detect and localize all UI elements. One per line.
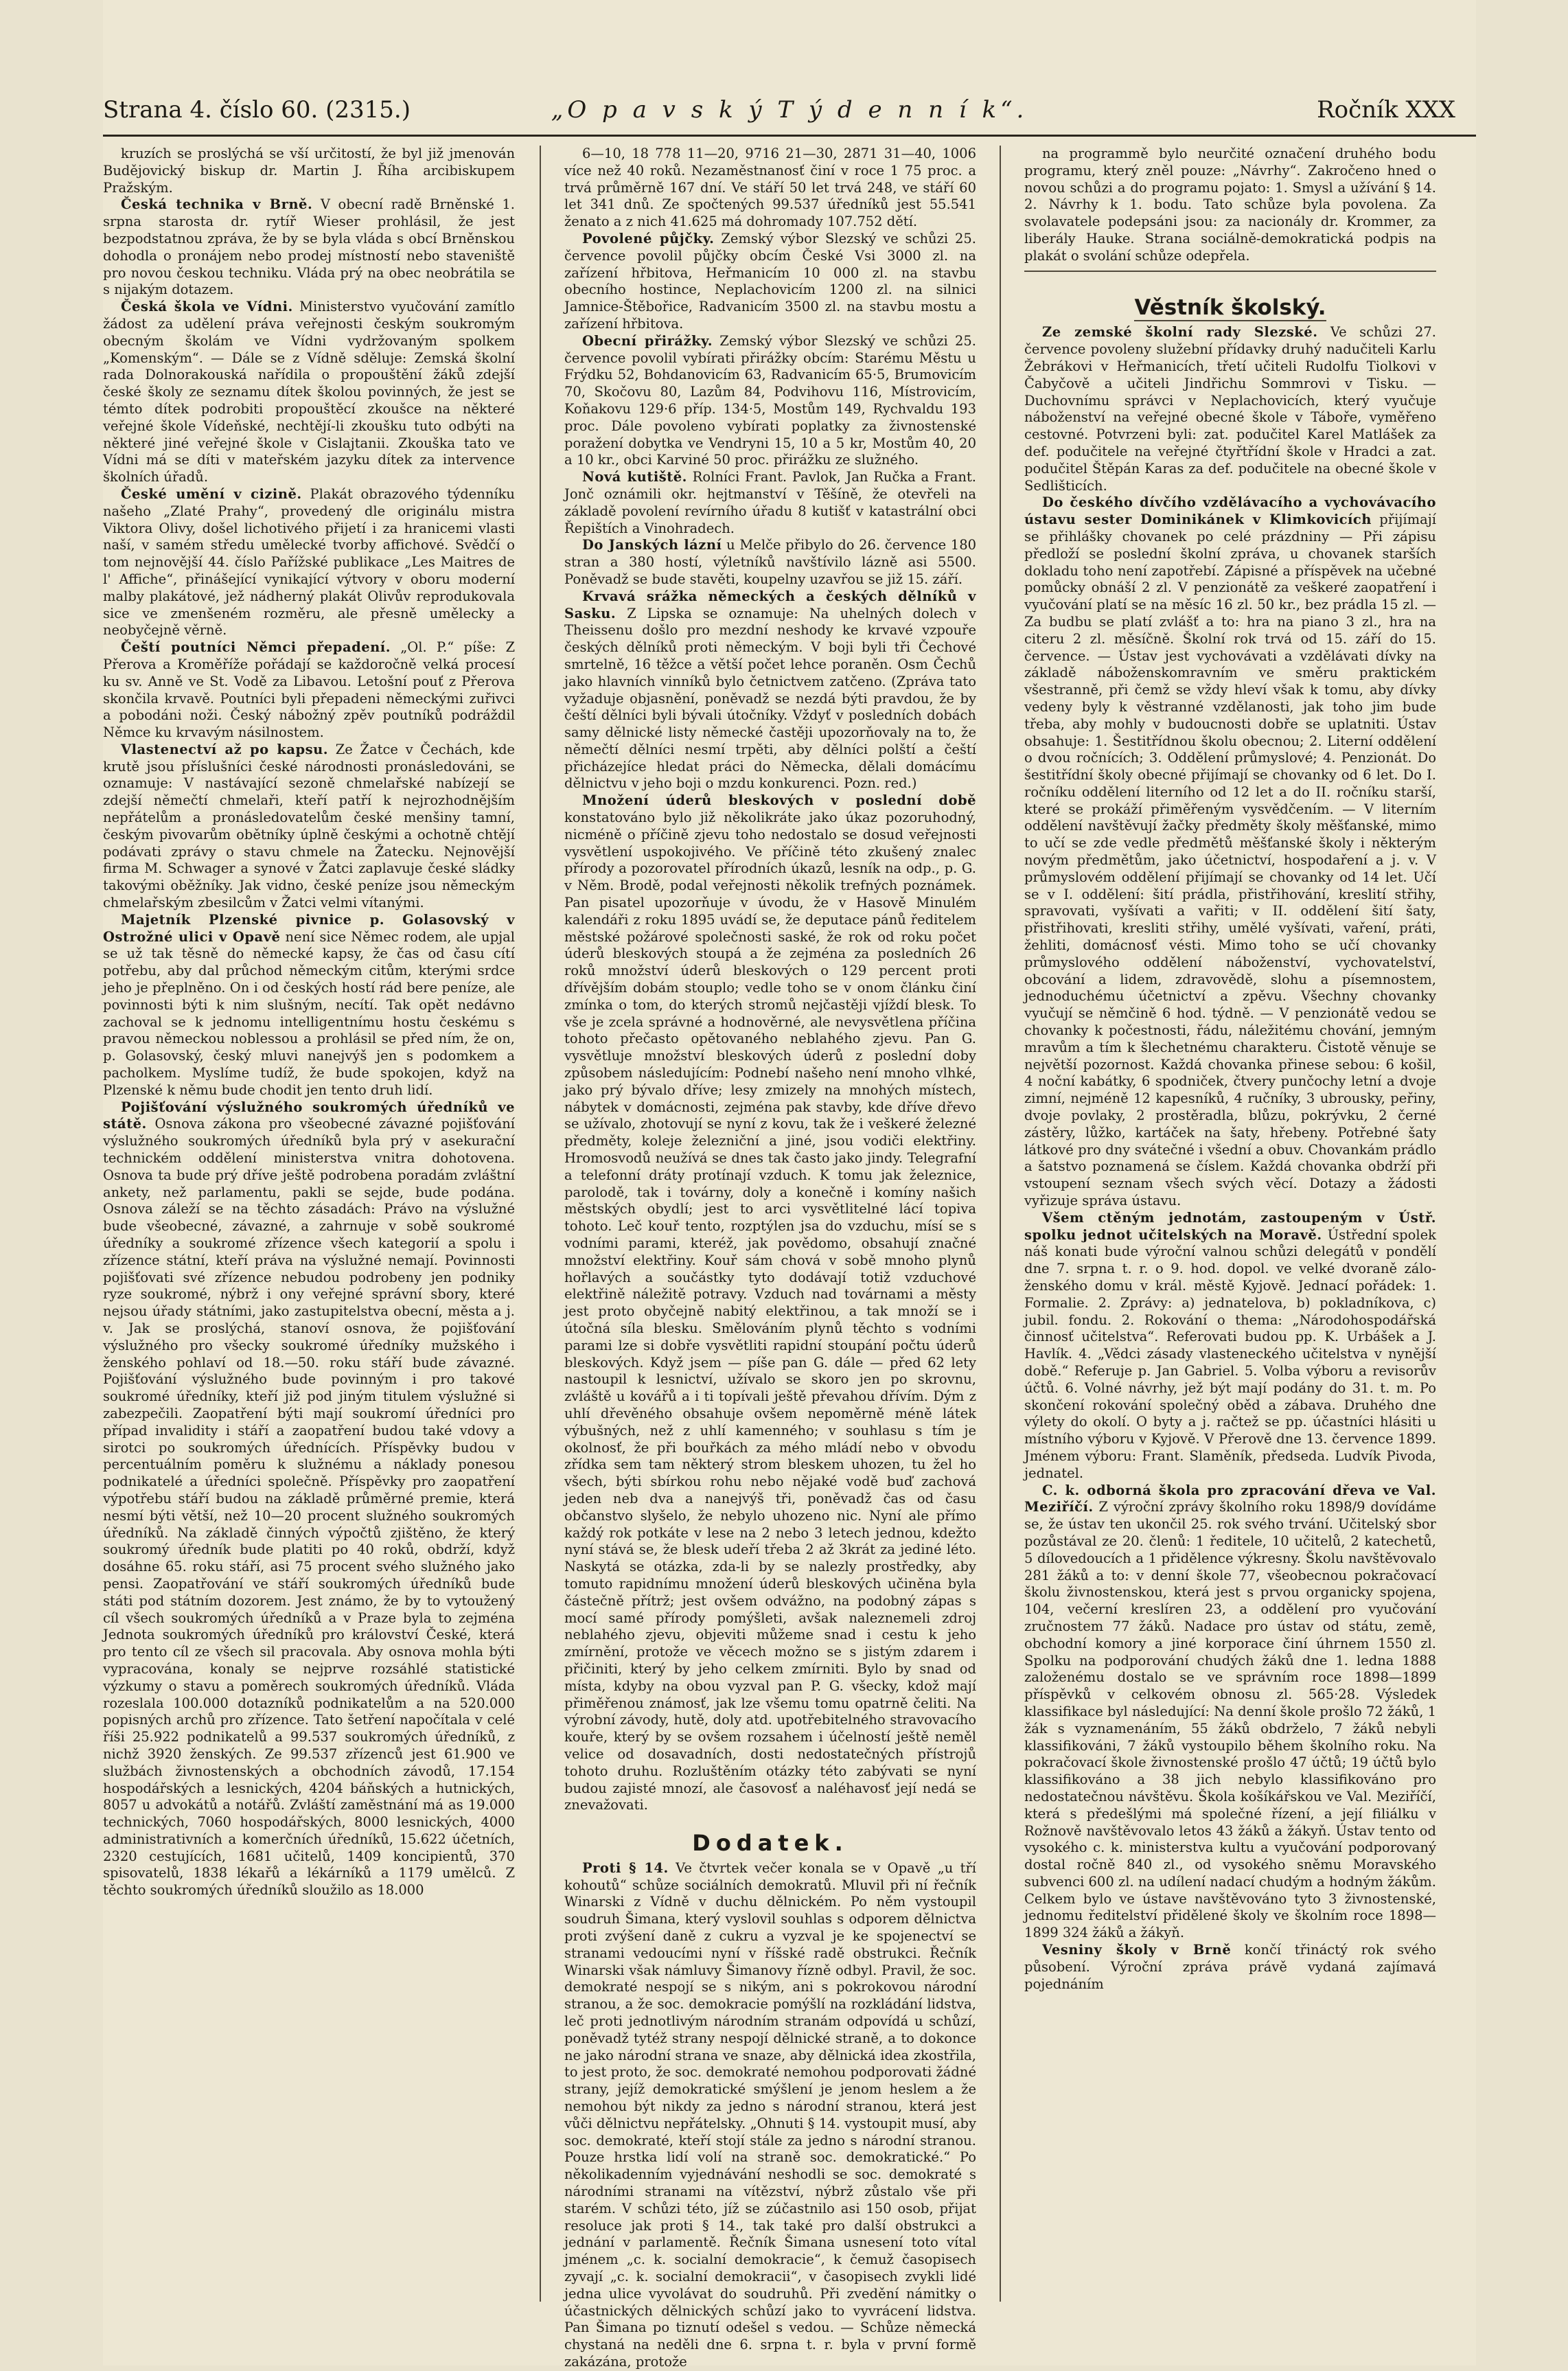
article-text: Osnova zákona pro všeobecné závazné pojišťování výslužného soukromých úředníků byla prý v asekurační technickém oddělení ministerstva vnitra dohotovena. Osnova ta bude prý dříve ještě podrobena poradám zvláštní ankety, než parlamentu, pakli se sejde, bude podána. Osnova záleží se na těchto zásadách: Právo na výslužné bude všeobecné, závazné, a zahrnuje v sobě soukromé úředníky a soukromé zřízence všech kategorií a spolu i zřízence státní, kteří práva na výslužné nemají. Povinnosti pojišťovati své zřízence nebudou podrobeny jen podniky ryze soukromé, nýbrž i ony veřejné správní sbory, které nejsou úřady státními, jako zastupitelstva obecní, města a j. v. Jak se proslýchá, stanoví osnova, že pojišťování výslužného pro všecky soukromé úředníky mužského i ženského pohlaví od 18.—50. roku stáří bude závazné. Pojišťování výslužného bude povinným i pro takové soukromé úředníky, kteří již pod jiným titulem výslužné si zabezpečili. Zaopatření býti mají soukromí úředníci pro případ invalidity i stáří a zaopatření budou také vdovy a sirotci po soukromých úřednících. Příspěvky budou v percentuálním poměru k služnému a náklady ponesou podnikatelé a úředníci společně. Příspěvky pro zaopatření výpotřebu stáří budou na základě průměrné premie, která nesmí býti větší, než 10—20 procent služného soukromých úředníků. Na základě činných výpočtů zjištěno, že který soukromý úředník bude platiti po 40 roků, obdrží, když dosáhne 65. roku stáří, asi 75 procent svého služného jako pensi. Zaopatřování ve stáří soukromých úředníků bude státi pod státním dozorem. Jest známo, že by to vytoužený cíl všech soukromých úředníků a v Praze byla to zejména Jednota soukromých úředníků pro království České, která pro tento cíl ze všech sil pracovala. Aby osnova mohla býti vypracována, konaly se nejprve rozsáhlé statistické výzkumy o stavu a poměrech soukromých úředníků. Vláda rozeslala 100.000 dotazníků podnikatelům a na 520.000 popisných archů pro zřízence. Tato šetření napočítala v celé říši 25.922 podnikatelů a 99.537 soukromých úředníků, z nichž 3920 ženských. Ze 99.537 zřízenců jest 61.900 ve službách živnostenských a obchodních závodů, 17.154 hospodářských a lesnických, 4204 báňských a hutnických, 8057 u advokátů a notářů. Zvláští zaměstnání má as 19.000 technických, 7060 hospodářských, 8000 lesnických, 4000 administrativních a komerčních úředníků, 15.622 účetních, 2320 cestujících, 1681 učitelů, 1409 koncipientů, 370 spisovatelů, 1838 lékařů a lékárníků a 1179 umělců. Z těchto soukromých úředníků sloužilo as 18.000 <box>103 1116 515 1899</box>
article-text: Zemský výbor Slezský ve schůzi 25. července povolil vybírati přirážky obcím: Starému Městu u Frýdku 52, Bohdanovicím 63, Radvanicím 65·5, Brumovicím 70, Skočovu 80, Lazům 84, Podvihovu 116, Místrovicím, Koňakovu 129·6 příp. 134·5, Mostům 149, Rychvaldu 193 proc. Dále povoleno vybírati poplatky za živnostenské poražení dobytka ve Vendryni 15, 10 a 5 kr, Mostům 40, 20 a 10 kr., obci Karviné 50 proc. přirážku ze služného. <box>564 332 976 468</box>
column-1 <box>103 146 515 2302</box>
article-paragraph <box>103 299 515 486</box>
article-headline: Čeští poutníci Němci přepadení. <box>121 639 391 656</box>
article-headline: Do Janských lázní <box>582 537 722 553</box>
article-text: kruzích se proslýchá se vší určitostí, že byl již jmenován Budějovický biskup dr. Martin J. Říha arcibiskupem Pražským. <box>103 146 515 196</box>
article-text: končí třináctý rok svého působení. Výroční zpráva právě vydaná zajímavá pojednáním <box>1024 1942 1436 1992</box>
article-headline: Česká technika v Brně. <box>121 196 313 213</box>
article-headline: Povolené půjčky. <box>582 230 715 247</box>
article-headline: Obecní přirážky. <box>582 332 713 349</box>
volume-number: Ročník XXX <box>1317 96 1455 124</box>
article-paragraph <box>564 537 976 588</box>
article-headline: Množení úderů bleskových v poslední době <box>582 792 976 809</box>
article-headline: Česká škola ve Vídni. <box>121 299 293 315</box>
article-text: 6—10, 18 778 11—20, 9716 21—30, 2871 31—40, 1006 více než 40 roků. Nezaměstnanosť činí v roce 1 75 proc. a trvá průměrně 167 dní. Ve stáří 50 let trvá 248, ve stáří 60 let 341 dnů. Ze spočtených 99.537 úředníků jest 55.541 ženato a z nich 41.625 má dohromady 107.752 dětí. <box>564 146 976 230</box>
article-paragraph <box>1024 1210 1436 1482</box>
article-text: na programmě bylo neurčité označení druhého bodu programu, který zněl pouze: „Návrhy“. Zakročeno hned o novou schůzi a do programu pojato: 1. Smysl a užívání § 14. 2. Návrhy k 1. bodu. Tato schůze byla povolena. Za svolavatele podepsáni jsou: za nacionály dr. Krommer, za liberály Hauke. Strana sociálně-demokratická podpis na plakát o svolání schůze odepřela. <box>1024 146 1436 264</box>
article-headline: Nová kutiště. <box>582 469 687 485</box>
article-text: konstatováno bylo již několikráte jako úkaz pozoruhodný, nicméně o příčině zjevu toho nedostalo se dosud veřejnosti vysvětlení uspokojivého. Ve příčině této zkušený znalec přírody a pozorovatel přírodních úkazů, lesník na odp., p. G. v Něm. Brodě, podal veřejnosti několik trefných poznámek. Pan pisatel upozorňuje v úvodu, že v Hasově Minulém kalendáři z roku 1895 uvádí se, že deputace pánů ředitelem městské požárové společnosti saské, že rok od roku počet úderů bleskových stoupá a že zejména za posledních 26 roků množství úderů bleskových o 129 percent proti dřívějším dobám stouplo; vedle toho se v onom článku činí zmínka o tom, do kterých stromů nejčastěji vjíždí blesk. To vše je zcela správné a hodnověrné, ale nevysvětlena příčina tohoto přečasto opětovaného neblahého zjevu. Pan G. vysvětluje množství bleskových úderů z poslední doby způsobem následujícím: Podnebí našeho není mnoho vlhké, jako prý bývalo dříve; lesy zmizely na mnohých místech, nábytek v domácnosti, zejména pak stavby, kde dříve dřevo se užívalo, zhotovují se nyní z kovu, tak že i veškeré železné předměty, koleje železniční a jiné, jsou vodiči elektřiny. Hromosvodů neužívá se dnes tak často jako jindy. Telegrafní a telefonní dráty protínají vzduch. K tomu jak železnice, parolodě, tak i továrny, doly a konečně i komíny našich městských obydlí; jest to arci vysvětlitelné lácí topiva tohoto. Leč kouř tento, rozptýlen jsa do vzduchu, mísí se s vodními parami, kteréž, jak povědomo, obsahují značné množství elektřiny. Kouř sám chová v sobě mnoho plynů hořlavých a součástky tyto dodávají totiž vzduchové elektřině náležitě potravy. Vzduch nad továrnami a městy jest proto obyčejně nabitý elektřinou, a tak množí se i útočná síla blesku. Smělováním plynů těchto s vodními parami lze si dobře vysvětliti rapidní stoupání počtu úderů bleskových. Když jsem — píše pan G. dále — před 62 lety nastoupil k lesnictví, užívalo se skoro jen po skrovnu, zvláště u kovářů a i ti topívali ještě převahou dřívím. Dým z uhlí dřevěného obsahuje ovšem nepoměrně méně látek výbušných, než z uhlí kamenného; v souhlasu s tím je okolnosť, že při bouřkách za mého mládí nebo v obvodu zřídka sem tam některý strom bleskem uhozen, tu žel ho všech, býti sbírkou rohu nebo nějaké vodě buď zachová jeden neb dva a nanejvýš tři, poněvadž čas od času občanstvo slyšelo, že nebylo uhozeno nic. Nyní ale přímo každý rok potkáte v lese na 2 nebo 3 letech jednou, kdežto nyní stává se, že blesk udeří třeba 2 až 3krát za jediné léto. Naskytá se otázka, zda-li by se nalezly prostředky, aby tomuto rapidnímu množení úderů bleskových učiněna byla částečně přítrž; jest ovšem odvážno, na podobný zápas s mocí samé přírody pomýšleti, avšak naleznemeli zdroj neblahého zjevu, objeviti můžeme snad i cestu k jeho zmírnění, protože ve věcech možno se s jistým zdarem i přičiniti, který by jeho celkem zmírniti. Bylo by snad od místa, kdyby na obou vyzval pan P. G. všecky, kdož mají přiměřenou známosť, jak lze všemu tomu opatrně čeliti. Na výrobní závody, hutě, doly atd. upotřebitelného stravovacího kouře, který by se ovšem rozsahem i účelností ještě neměl velice od dosavadních, dosti nedostatečných přístrojů tohoto druhu. Rozluštěním otázky této zabývati se nyní budou zajisté mnozí, ale časovosť a naléhavosť její nedá se znevažovati. <box>564 810 976 1813</box>
article-headline: Vlastenectví až po kapsu. <box>121 741 329 757</box>
article-paragraph <box>1024 494 1436 1209</box>
section-heading-text: Věstník školský. <box>1134 299 1326 322</box>
article-paragraph <box>103 1099 515 1899</box>
newspaper-title: „O p a v s k ý T ý d e n n í k“. <box>551 96 1028 124</box>
article-paragraph <box>564 333 976 469</box>
article-headline: Vesniny školy v Brně <box>1042 1942 1232 1958</box>
article-text: Ministerstvo vyučování zamítlo žádost za udělení práva veřejnosti českým soukromým obecným školám ve Vídni vydržovaným spolkem „Komenským“. — Dále se z Vídně sděluje: Zemská školní rada Dolnorakouská nařídila o propouštění žáků zdejší české školy ze seznamu dítek školou povinných, že jest se témto dítek podrobiti propouštěcí zkoušce na některé veřejné škole Vídeňské, nechtějí-li zkoušku tuto odbýti na některé jiné veřejné škole v Cislajtanii. Zkouška tato ve Vídni má se díti v mateřském jazyku dítek za intervence školních úřadů. <box>103 299 515 485</box>
article-paragraph <box>564 469 976 537</box>
article-headline: Majetník Plzenské pivnice p. Golasovský v Ostrožné ulici v Opavě <box>103 911 515 945</box>
article-text: přijímají se přihlášky chovanek po celé prázdniny — Při zápisu předloží se poslední školní zpráva, u chovanek starších dokladu toho není zapotřebí. Zápisné a příspěvek na učebné pomůcky obnáší 2 zl. V penzionátě za veškeré zaopatření i vyučování platí se na měsíc 16 zl. 50 kr., bez prádla 15 zl. — Za budbu se platí zvlášť a to: hra na piano 3 zl., hra na citeru 2 zl. měsíčně. Školní rok trvá od 15. září do 15. července. — Ústav jest vychovávati a vzdělávati dívky na základě náboženskomravním ve směru praktickém všestranně, při čemž se vždy hleví však k tomu, aby dívky vedeny byly k věstranné vzdělanosti, jak toho jim bude třeba, aby mohly v budoucnosti dobře se uplatniti. Ústav obsahuje: 1. Šestitřídnou školu obecnou; 2. Literní oddělení o dvou ročnících; 3. Oddělení průmyslové; 4. Penzionát. Do šestitřídní školy obecné přijímají se chovanky od 6 let. Do I. ročníku oddělení literního od 12 let a do II. ročníku starší, které se prokáží přiměřeným vysvědčením. — V literním oddělení navštěvují žačky předměty školy měšťanské, mimo to učí se zde vedle předmětů měšťanské školy i některým novým předmětům, jako účetnictví, hospodaření a j. v. V průmyslovém oddělení přijímají se chovanky od 14 let. Učí se v I. oddělení: šití prádla, přistřihování, kreslití střihy, spravovati, vyšívati a vařiti; v II. oddělení šití šaty, přistřihovati, kresliti střihy, umělé vyšívati, vaření, práti, žehliti, domácnosť vésti. Mimo toho se učí chovanky průmyslového oddělení náboženství, vychovatelství, obcování a lidem, zdravovědě, slohu a písemnostem, jednoduchému účetnictví a zpěvu. Všechny chovanky vyučují se němčině 6 hod. týdně. — V penzionátě vedou se chovanky k počestnosti, řádu, náležitému chování, jemným mravům a tím k šlechetnému charakteru. Čistotě věnuje se největší pozornost. Každá chovanka přinese sebou: 6 košil, 4 noční kabátky, 6 spodniček, čtvery punčochy letní a dvoje zimní, nejméně 12 kapesníků, 4 ručníky, 3 ubrousky, peřiny, dvoje povlaky, 2 prostěradla, blůzu, pokrývku, 2 černé zástěry, lůžko, kartáček na šaty, hřebeny. Potřebné šaty látkové pro dny svátečné i všední a obuv. Chovankám prádlo a šatstvo poznamená se číslem. Každá chovanka obdrží při vstoupení seznam všech svých věcí. Dotazy a žádosti vyřizuje správa ústavu. <box>1024 512 1436 1209</box>
column-2 <box>564 146 977 2370</box>
article-paragraph <box>103 639 515 742</box>
column-divider <box>540 146 541 2302</box>
article-paragraph <box>1024 1942 1436 1993</box>
article-text: Ve schůzi 27. července povoleny služební přídavky druhý nadučiteli Karlu Žebrákovi v Heřmanicích, třetí učiteli Rudolfu Tiolkovi v Čabyčově a učiteli Jindřichu Sommrovi v Tisku. — Duchovnímu správci v Neplachovicích, který vyučuje náboženství na veřejné obecné škole v Táboře, vyměřeno cestovné. Potvrzeni byli: zat. podučitel Karel Matlášek za def. podučitele na veřejné čtyřtřídní škole v Hradci a zat. podučitel Štěpán Karas za def. podučitele na obecné škole v Sedlišticích. <box>1024 324 1437 494</box>
article-headline: Proti § 14. <box>582 1859 669 1876</box>
article-text: Ústřední spolek náš konati bude výroční valnou schůzi delegátů v pondělí dne 7. srpna t. r. o 9. hod. dopol. ve velké dvoraně záloženského domu v král. městě Kyjově. Jednací pořádek: 1. Formalie. 2. Zprávy: a) jednatelova, b) pokladníkova, c) jubil. fondu. 2. Rokování o thema: „Národohospodářská činnosť učitelstva“. Referovati budou pp. K. Urbášek a J. Havlík. 4. „Vědci zásady vlasteneckého učitelstva v nynější době.“ Referuje p. Jan Gabriel. 5. Volba výboru a revisorův účtů. 6. Volné návrhy, jež být mají podány do 31. t. m. Po skončení rokování společný oběd a zábava. Druhého dne výlety do okolí. O byty a j. račtež se pp. účastníci hlásiti u místního výboru v Kyjově. V Přerově dne 13. července 1899. Jménem výboru: Frant. Slaměník, předseda. Ludvík Pivoda, jednatel. <box>1024 1226 1436 1481</box>
column-3 <box>1024 146 1436 2302</box>
article-headline: C. k. odborná škola pro zpracování dřeva ve Val. Meziříčí. <box>1024 1482 1436 1515</box>
page-header <box>103 96 1476 126</box>
article-text: „Ol. P.“ píše: Z Přerova a Kroměříže pořádají se každoročně velká procesí ku sv. Anně ve St. Vodě za Libavou. Letošní pouť z Přerova skončila krvavě. Poutníci byli přepadeni německými zuřivci a pobodáni noži. Český nábožný zpěv poutníků podráždil Němce ku krvavým násilnostem. <box>103 639 515 741</box>
article-paragraph <box>564 792 976 1814</box>
section-heading <box>1024 271 1436 322</box>
article-text: Plakát obrazového týdenníku našeho „Zlaté Prahy“, provedený dle originálu mistra Viktora Olivy, došel lichotivého přijetí i za hranicemi vlasti naší, v samém středu umělecké tvorby affichové. Svědčí o tom nejnovější 44. číslo Pařížské publikace „Les Maitres de l' Affiche“, přinášející vynikající výtvory v oboru moderní malby plakátové, jež nádherný plakát Olivův reprodukovala sice ve zmenšeném rozměru, ale přesně umělecky a neobyčejně věrně. <box>103 485 515 639</box>
article-paragraph <box>564 588 976 793</box>
article-headline: Pojišťování výslužného soukromých úředníků ve státě. <box>103 1099 515 1132</box>
article-paragraph <box>103 912 515 1099</box>
article-headline: České umění v cizině. <box>121 485 302 502</box>
article-text: u Melče přibylo do 26. července 180 stran a 380 hostí, výletníků navštívilo lázně asi 5500. Poněvadž se bude stavěti, koupelny uzavřou se již 15. září. <box>564 537 977 587</box>
page-number: Strana 4. číslo 60. (2315.) <box>103 96 411 124</box>
article-headline: Ze zemské školní rady Slezské. <box>1042 324 1318 341</box>
article-text: Zemský výbor Slezský ve schůzi 25. července povolil půjčky obcím České Vsi 3000 zl. na zařízení hřbitova, Heřmanicím 10 000 zl. na stavbu obecního hostince, Neplachovicím 1200 zl. na silnici Jamnice-Štěbořice, Radvanicím 3500 zl. na stavbu mostu a zařízení hřbitova. <box>564 230 976 332</box>
article-paragraph <box>103 742 515 912</box>
article-headline: Krvavá srážka německých a českých dělníků v Sasku. <box>564 588 976 621</box>
article-paragraph <box>103 486 515 639</box>
article-paragraph <box>564 146 976 231</box>
article-text: Z Lipska se oznamuje: Na uhelných dolech v Theissenu došlo pro mezdní neshody ke krvavé vzpouře českých dělníků proti německým. V boji byli tři Čechové smrtelně, 16 těžce a větší počet lehce poraněn. Osm Čechů jako hlavních vinníků bylo četnictvem zatčeno. (Zpráva tato vyžaduje objasnění, poněvadž se nezdá býti pravdou, že by čeští dělníci byli bývali útočníky. Vždyť v posledních dobách samy dělnické listy německé častěji upozorňovaly na to, že němečtí dělníci nesmí trpěti, aby dělníci polští a čeští přicházejíce hledat práci do Německa, dělali domácímu dělnictvu v jeho boji o mzdu konkurenci. Pozn. red.) <box>564 605 977 792</box>
article-paragraph <box>103 196 515 299</box>
article-headline: Všem ctěným jednotám, zastoupeným v Ústř. spolku jednot učitelských na Moravě. <box>1024 1209 1436 1243</box>
article-text: není sice Němec rodem, ale upjal se už tak těsně do německé kapsy, že čas od času cítí potřebu, aby dal průchod německým citům, kterými srdce jeho je přeplněno. On i od českých hostí rád bere peníze, ale povinnosti býti k nim slušným, necítí. Tak opět nedávno zachoval se k jednomu intelligentnímu hostu českému s pravou německou noblessou a prohlásil se před ním, že on, p. Golasovský, český mluvi nanejvýš jen s podomkem a pacholkem. Myslíme tudíž, že bude spokojen, když na Plzenské k němu bude chodit jen tento druh lidí. <box>103 928 516 1098</box>
article-paragraph <box>1024 146 1436 265</box>
article-paragraph <box>103 146 515 196</box>
article-headline: Do českého dívčího vzdělávacího a vychovávacího ústavu sester Dominikánek v Klimkovicích <box>1024 494 1436 528</box>
article-paragraph <box>1024 1482 1436 1943</box>
article-paragraph <box>1024 324 1436 494</box>
section-heading: Dodatek. <box>692 1830 849 1857</box>
article-paragraph <box>564 231 976 333</box>
article-paragraph <box>564 1860 976 2371</box>
article-text: Rolníci Frant. Pavlok, Jan Ručka a Frant. Jonč oznámili okr. hejtmanství v Těšíně, že otevřeli na základě povolení revírního úřadu 8 kutišť v katastrální obci Řepištích a Vinohradech. <box>564 469 976 536</box>
header-rule <box>103 135 1476 137</box>
column-divider <box>1000 146 1001 2302</box>
article-text: V obecní radě Brněnské 1. srpna starosta dr. rytíř Wieser prohlásil, že jest bezpodstatnou zpráva, že by se byla vláda s obcí Brněnskou dohodla o pronájem nebo prodej místností nebo staveniště pro novou českou techniku. Vláda prý na obec neobrátila se s nijakým dotazem. <box>103 196 516 298</box>
article-text: Ze Žatce v Čechách, kde krutě jsou příslušníci české národnosti pronásledováni, se oznamuje: V nastávající sezoně chmelařské nabízejí se zdejší němečtí chmelaři, kteří patří k nejrozhodnějším nepřátelům a pronásledovatelům české menšiny tamní, českým pivovarům obětníky úplně českými a ochotně chtějí podávati zprávy o stavu chmele na Žatecku. Nejnovější firma M. Schwager a synové v Žatci zaplavuje české sládky takovými oběžníky. Jak vidno, české peníze jsou německým chmelařským zbesilcům v Žatci velmi vítanými. <box>103 741 515 911</box>
newspaper-page <box>103 0 1476 2370</box>
article-text: Z výroční zprávy školního roku 1898/9 dovídáme se, že ústav ten ukončil 25. rok svého trvání. Učitelský sbor pozůstával ze 20. členů: 1 ředitele, 10 učitelů, 2 katechetů, 5 dílovedoucích a 1 přidělence výkresny. Školu navštěvovalo 281 žáků a to: v denní škole 77, všeobecnou pokračovací školu živnostenskou, která jest s prvou organicky spojena, 104, večerní kreslíren 23, a oddělení pro vyučování zručnostem 77 žáků. Nadace pro ústav od státu, země, obchodní komory a jiné korporace činí úhrnem 1550 zl. Spolku na podporování chudých žáků dne 1. ledna 1888 založenému dostalo se ve správním roce 1898—1899 příspěvků v celkovém obnosu zl. 565·28. Výsledek klassifikace byl následující: Na denní škole prošlo 72 žáků, 1 žák s vyznamenáním, 55 žáků obdrželo, 7 žáků nebyli klassifikováni, 7 žáků vystoupilo během školního roku. Na pokračovací škole živnostenské prošlo 47 účtů; 19 účtů bylo klassifikováno a 38 jich nebylo klassifikováno pro nedostatečnou návštěvu. Škola košíkářskou ve Val. Meziříčí, která s předešlými má společné řízení, a její filiálku v Rožnově navštěvovalo letos 43 žáků a žákyň. Ústav tento od vysokého c. k. ministerstva kultu a vyučování podporovaný dostal ročně 840 zl., od vysokého sněmu Moravského subvenci 600 zl. na udílení nadací chudým a hodným žákům. Celkem bylo ve ústave navštěvováno tyto 3 živnostenské, jednomu ředitelství přidělené školy ve školním roce 1898—1899 324 žáků a žákyň. <box>1024 1499 1437 1941</box>
article-text: Ve čtvrtek večer konala se v Opavě „u tří kohoutů“ schůze sociálních demokratů. Mluvil při ní řečník Winarski z Vídně v duchu dělnickém. Po něm vystoupil soudruh Šimana, který vyslovil souhlas s odporem dělnictva proti zvýšení daně z cukru a vyzval je ke spojenectví se stranami vedoucími nyní v říšské radě obstrukci. Řečník Winarski však námluvy Šimanovy řízně odbyl. Pravil, že soc. demokraté nespojí se s nikým, ani s pokrokovou národní stranou, a že soc. demokracie pomýšlí na rozkládání lidstva, leč proti jednotlivým národním stranám odpovídá u schůzí, poněvadž tytéž strany nespojí dělnické straně, a to dokonce ne jako národní strana ve snaze, aby dělnická idea zkostřila, to jest proto, že soc. demokraté nemohou podporovati žádné strany, jejíž demokratické smýšlení je jenom heslem a že nemohou být nikdy za jedno s národní stranou, která jest vůči dělnictvu nepřátelsky. „Ohnuti § 14. vystoupit musí, aby soc. demokraté, kteří stojí stále za jedno s národní stranou. Pouze hrstka lidí volí na straně soc. demokratické.“ Po několikadenním vyjednávání neshodli se soc. demokraté s národními stranami na vítězství, nýbrž zůstalo vše při starém. V schůzi této, jíž se zúčastnilo asi 150 osob, přijat resoluce jak proti § 14., tak také pro další obstrukci a jednání v parlamentě. Řečník Šimana usnesení toto vítal jménem „c. k. socialní demokracie“, k čemuž časopisech zyvají „c. k. socialní demokracii“, v časopisech zvykli lidé jedna ulice vyvolávat do soudruhů. Při zvedění námitky o účastnických dělnických schůzí jako to vyvrácení lidstva. Pan Šimana po tiznutí odešel s vedou. — Schůze německá chystaná na neděli dne 6. srpna t. r. byla v první formě zakázána, protože <box>564 1859 977 2370</box>
